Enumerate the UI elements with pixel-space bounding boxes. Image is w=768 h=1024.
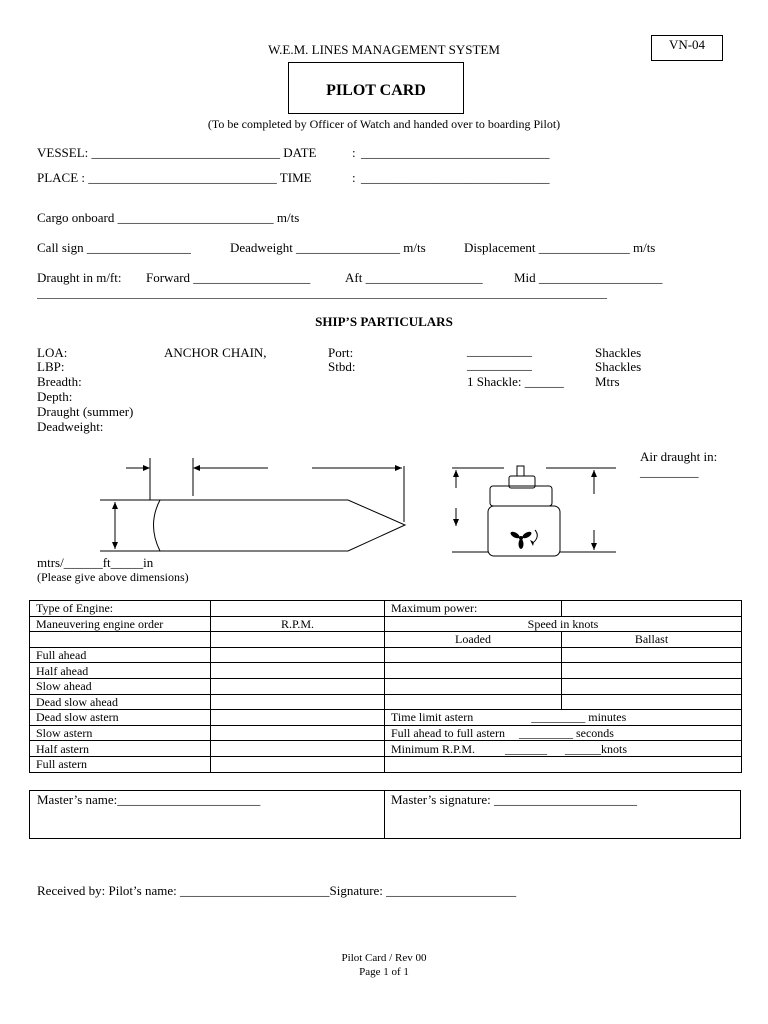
time-limit-line: _________ [531, 710, 586, 725]
dimensions-note: (Please give above dimensions) [37, 570, 189, 584]
ballast-cell[interactable] [562, 678, 742, 694]
master-signature-box [29, 790, 741, 839]
air-draught-field[interactable]: _________ [640, 464, 699, 479]
hull-outline [154, 500, 406, 551]
call-sign-field[interactable]: Call sign ________________ [37, 240, 191, 255]
arrow-down-icon [453, 519, 459, 526]
full-ahead-to-full-astern-label: Full ahead to full astern [391, 726, 505, 741]
speed-in-knots-header: Speed in knots [385, 616, 742, 632]
date-field[interactable]: _____________________________ [361, 145, 550, 160]
deadweight-field[interactable]: Deadweight ________________ m/ts [230, 240, 426, 255]
document-code: VN-04 [651, 35, 723, 61]
stbd-field[interactable]: __________ [467, 357, 532, 372]
particular-draught-summer: Draught (summer) [37, 404, 134, 419]
draught-forward-field[interactable]: Forward __________________ [146, 270, 311, 285]
table-row [30, 725, 742, 741]
hull-dimension-diagram [100, 458, 415, 558]
stbd-label: Stbd: [328, 359, 356, 374]
footer-revision: Pilot Card / Rev 00 [341, 952, 427, 964]
mtrs-unit: Mtrs [595, 374, 620, 389]
ballast-header: Ballast [562, 632, 742, 648]
draught-label: Draught in m/ft: [37, 270, 122, 285]
maximum-power-label: Maximum power: [385, 601, 562, 617]
arrow-left-icon [193, 465, 200, 471]
seconds-unit: seconds [575, 726, 614, 741]
rpm-cell[interactable] [211, 741, 385, 757]
shackles-stbd-unit: Shackles [595, 359, 642, 374]
minimum-rpm-label: Minimum R.P.M. [391, 741, 476, 756]
loaded-header: Loaded [385, 632, 562, 648]
arrow-down-icon [591, 543, 597, 550]
type-of-engine-label: Type of Engine: [30, 601, 211, 617]
ballast-cell[interactable] [562, 694, 742, 710]
company-name: W.E.M. LINES MANAGEMENT SYSTEM [268, 42, 500, 57]
draught-aft-field[interactable]: Aft __________________ [345, 270, 483, 285]
loaded-cell[interactable] [385, 647, 562, 663]
particulars-heading: SHIP’S PARTICULARS [315, 314, 453, 329]
minimum-rpm-line: _______ [505, 741, 548, 756]
table-row [30, 647, 742, 663]
rpm-cell[interactable] [211, 647, 385, 663]
loaded-cell[interactable] [385, 663, 562, 679]
knots-unit: knots [601, 741, 628, 756]
displacement-field[interactable]: Displacement ______________ m/ts [464, 240, 656, 255]
page-title: PILOT CARD [288, 62, 464, 114]
time-field[interactable]: _____________________________ [361, 170, 550, 185]
rpm-cell[interactable] [211, 663, 385, 679]
table-row [30, 678, 742, 694]
port-label: Port: [328, 345, 354, 360]
cargo-onboard-field[interactable]: Cargo onboard ________________________ m/ts [37, 210, 300, 225]
date-colon: : [352, 145, 356, 160]
port-field[interactable]: __________ [467, 343, 532, 358]
received-by-field[interactable]: Received by: Pilot’s name: _______________________Signature: ____________________ [37, 883, 517, 898]
loaded-cell[interactable] [385, 694, 562, 710]
order-half-ahead: Half ahead [30, 663, 211, 679]
maneuvering-order-header: Maneuvering engine order [30, 616, 211, 632]
table-row [30, 601, 742, 617]
vessel-field[interactable]: VESSEL: _____________________________ DATE [37, 145, 317, 160]
arrow-up-icon [112, 502, 118, 509]
propeller-icon [509, 530, 532, 549]
table-row [30, 741, 742, 757]
masters-name-field[interactable]: Master’s name:______________________ [37, 792, 261, 807]
subtitle: (To be completed by Officer of Watch and handed over to boarding Pilot) [207, 117, 561, 131]
full-ahead-to-full-astern-cell[interactable] [385, 725, 742, 741]
order-full-ahead: Full ahead [30, 647, 211, 663]
table-row [30, 756, 742, 772]
air-draught-label: Air draught in: [640, 449, 718, 464]
table-row [30, 663, 742, 679]
one-shackle-field[interactable]: 1 Shackle: ______ [467, 374, 564, 389]
order-half-astern: Half astern [30, 741, 211, 757]
dimensions-field[interactable]: mtrs/______ft_____in [37, 555, 154, 570]
order-dead-slow-ahead: Dead slow ahead [30, 694, 211, 710]
masters-signature-field[interactable]: Master’s signature: ______________________ [391, 792, 638, 807]
rpm-cell[interactable] [211, 756, 385, 772]
arrow-right-icon [395, 465, 402, 471]
rpm-cell[interactable] [211, 678, 385, 694]
time-limit-astern-label: Time limit astern [391, 710, 474, 725]
table-row [30, 694, 742, 710]
minutes-unit: minutes [588, 710, 627, 725]
particular-breadth: Breadth: [37, 374, 82, 389]
arrow-right-icon [143, 465, 150, 471]
full-ahead-to-full-astern-line: _________ [518, 726, 573, 741]
rpm-cell[interactable] [211, 710, 385, 726]
rpm-cell[interactable] [211, 694, 385, 710]
arrow-down-icon [112, 542, 118, 549]
footer-page-number: Page 1 of 1 [359, 966, 409, 978]
rpm-header: R.P.M. [211, 616, 385, 632]
draught-mid-field[interactable]: Mid ___________________ [514, 270, 663, 285]
particular-loa: LOA: [37, 345, 68, 360]
order-slow-astern: Slow astern [30, 725, 211, 741]
place-field[interactable]: PLACE : _____________________________ TIME [37, 170, 312, 185]
shackles-port-unit: Shackles [595, 345, 642, 360]
type-of-engine-input[interactable] [211, 601, 385, 617]
rpm-cell[interactable] [211, 725, 385, 741]
order-slow-ahead: Slow ahead [30, 678, 211, 694]
ballast-cell[interactable] [562, 663, 742, 679]
particular-depth: Depth: [37, 389, 73, 404]
air-draught-diagram [440, 460, 630, 560]
time-colon: : [352, 170, 356, 185]
time-limit-astern-cell[interactable] [385, 710, 742, 726]
order-full-astern: Full astern [30, 756, 211, 772]
arrow-up-icon [591, 470, 597, 477]
anchor-chain-label: ANCHOR CHAIN, [164, 345, 267, 360]
particular-deadweight: Deadweight: [37, 419, 104, 434]
table-row [30, 710, 742, 726]
arrow-up-icon [453, 470, 459, 477]
loaded-cell[interactable] [385, 678, 562, 694]
table-row [30, 632, 742, 648]
separator-rule: _______________________________________________________________________________________________ [37, 286, 607, 300]
ballast-cell[interactable] [562, 647, 742, 663]
particular-lbp: LBP: [37, 359, 65, 374]
knots-line: ______ [565, 741, 602, 756]
table-row [30, 616, 742, 632]
minimum-rpm-cell[interactable] [385, 741, 742, 757]
maximum-power-input[interactable] [562, 601, 742, 617]
order-dead-slow-astern: Dead slow astern [30, 710, 211, 726]
engine-orders-table [29, 600, 742, 773]
